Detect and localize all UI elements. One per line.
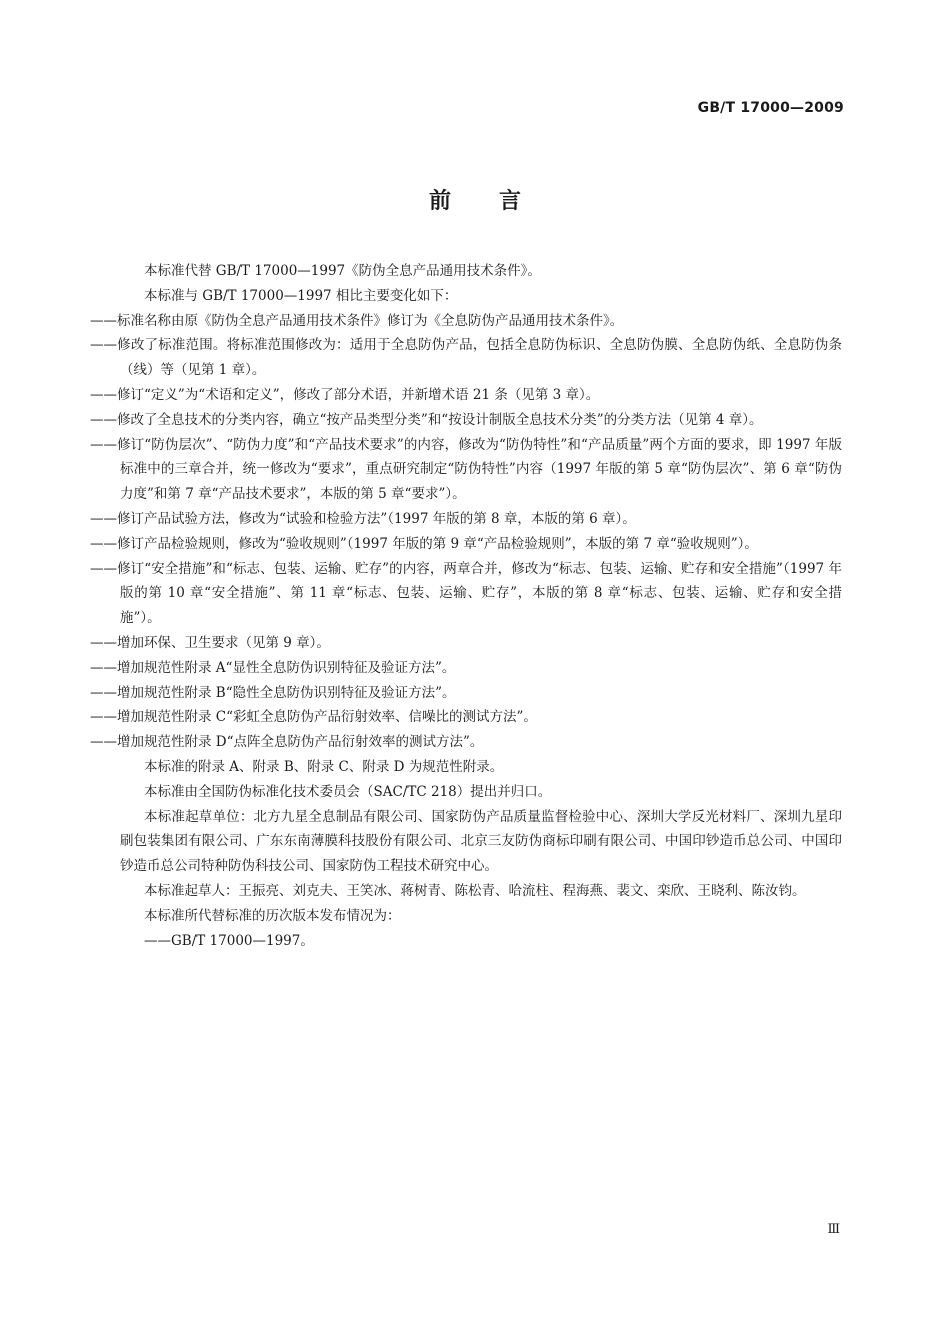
standard-number: GB/T 17000—2009 [697, 100, 844, 116]
paragraph-changes-intro: 本标准与 GB/T 17000—1997 相比主要变化如下： [144, 287, 458, 304]
change-item: ——增加环保、卫生要求（见第 9 章）。 [90, 634, 330, 651]
change-item: ——修改了全息技术的分类内容，确立“按产品类型分类”和“按设计制版全息技术分类”的分类方法（见第 4 章）。 [90, 411, 763, 428]
history-item: ——GB/T 17000—1997。 [144, 932, 314, 949]
paragraph-history-intro: 本标准所代替标准的历次版本发布情况为： [144, 907, 401, 924]
change-item: ——增加规范性附录 B“隐性全息防伪识别特征及验证方法”。 [90, 684, 456, 701]
change-item: ——修订产品试验方法，修改为“试验和检验方法”（1997 年版的第 8 章，本版的第 6 章）。 [90, 510, 636, 527]
paragraph-drafters: 本标准起草人：王振亮、刘克夫、王笑冰、蒋树青、陈松青、哈流柱、程海燕、裴文、栾欣、王晓利、陈汝钧。 [144, 882, 806, 899]
change-item: ——修订“防伪层次”、“防伪力度”和“产品技术要求”的内容，修改为“防伪特性”和“产品质量”两个方面的要求，即 1997 年版标准中的三章合并，统一修改为“要求”，重点研究制定“防伪特性”内容（1997 年版的第 5 章“防伪层次”、第 6 章“防伪力度”和第 7 章“产品技术要求”，本版的第 5 章“要求”）。 [90, 436, 842, 503]
change-item: ——修改了标准范围。将标准范围修改为：适用于全息防伪产品，包括全息防伪标识、全息防伪膜、全息防伪纸、全息防伪条（线）等（见第 1 章）。 [90, 337, 842, 379]
change-item: ——增加规范性附录 A“显性全息防伪识别特征及验证方法”。 [90, 659, 456, 676]
document-body [90, 259, 842, 953]
paragraph-annex-note: 本标准的附录 A、附录 B、附录 C、附录 D 为规范性附录。 [144, 758, 504, 775]
page-title: 前言 [428, 189, 569, 214]
change-item: ——增加规范性附录 D“点阵全息防伪产品衍射效率的测试方法”。 [90, 734, 484, 751]
change-item: ——修订“安全措施”和“标志、包装、运输、贮存”的内容，两章合并，修改为“标志、包装、运输、贮存和安全措施”（1997 年版的第 10 章“安全措施”、第 11 章“标志、包装、运输、贮存”，本版的第 8 章“标志、包装、运输、贮存和安全措施”）。 [90, 560, 842, 627]
change-item: ——增加规范性附录 C“彩虹全息防伪产品衍射效率、信噪比的测试方法”。 [90, 709, 537, 726]
change-item: ——标准名称由原《防伪全息产品通用技术条件》修订为《全息防伪产品通用技术条件》。 [90, 312, 624, 329]
change-item: ——修订产品检验规则，修改为“验收规则”（1997 年版的第 9 章“产品检验规则”，本版的第 7 章“验收规则”）。 [90, 535, 758, 552]
paragraph-drafting-units: 本标准起草单位：北方九星全息制品有限公司、国家防伪产品质量监督检验中心、深圳大学反光材料厂、深圳九星印刷包装集团有限公司、广东东南薄膜科技股份有限公司、北京三友防伪商标印刷有限公司、中国印钞造币总公司、中国印钞造币总公司特种防伪科技公司、国家防伪工程技术研究中心。 [120, 808, 842, 875]
paragraph-proposer: 本标准由全国防伪标准化技术委员会（SAC/TC 218）提出并归口。 [144, 783, 552, 800]
change-item: ——修订“定义”为“术语和定义”，修改了部分术语，并新增术语 21 条（见第 3 章）。 [90, 386, 600, 403]
page-number: Ⅲ [827, 1222, 840, 1237]
paragraph-replaces: 本标准代替 GB/T 17000—1997《防伪全息产品通用技术条件》。 [144, 263, 541, 279]
